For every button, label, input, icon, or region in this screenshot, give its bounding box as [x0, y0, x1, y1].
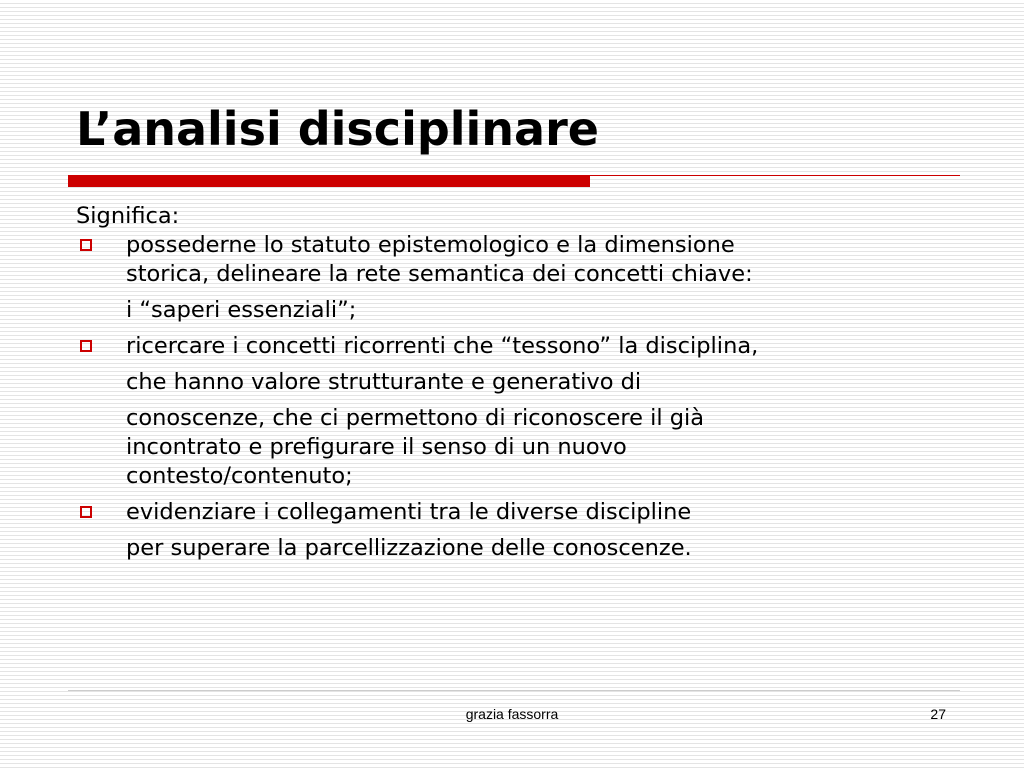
bullet-line: storica, delineare la rete semantica dei concetti chiave:	[126, 261, 753, 287]
bullet-line: conoscenze, che ci permettono di riconoscere il già	[126, 405, 705, 431]
bullet-item	[76, 498, 946, 563]
bullet-line: per superare la parcellizzazione delle conoscenze.	[126, 535, 692, 561]
bullet-line: possederne lo statuto epistemologico e la dimensione	[126, 232, 735, 258]
title-rule-line	[590, 175, 960, 176]
bullet-item	[76, 231, 946, 325]
bullet-line: che hanno valore strutturante e generativo di	[126, 369, 642, 395]
bullet-list	[76, 231, 946, 563]
bullet-item	[76, 332, 946, 491]
bullet-line: contesto/contenuto;	[126, 463, 353, 489]
slide-title: L’analisi disciplinare	[76, 102, 599, 156]
page-number: 27	[930, 706, 946, 722]
bullet-line: i “saperi essenziali”;	[126, 297, 357, 323]
slide-body	[76, 202, 946, 563]
title-accent-bar	[68, 175, 590, 187]
checkbox-icon	[80, 506, 92, 518]
bullet-line: ricercare i concetti ricorrenti che “tessono” la disciplina,	[126, 333, 759, 359]
bullet-line: evidenziare i collegamenti tra le diverse discipline	[126, 499, 692, 525]
checkbox-icon	[80, 239, 92, 251]
checkbox-icon	[80, 340, 92, 352]
footer-divider	[68, 690, 960, 691]
footer-author: grazia fassorra	[465, 706, 559, 722]
bullet-line: incontrato e prefigurare il senso di un nuovo	[126, 434, 627, 460]
intro-text: Significa:	[76, 203, 180, 229]
